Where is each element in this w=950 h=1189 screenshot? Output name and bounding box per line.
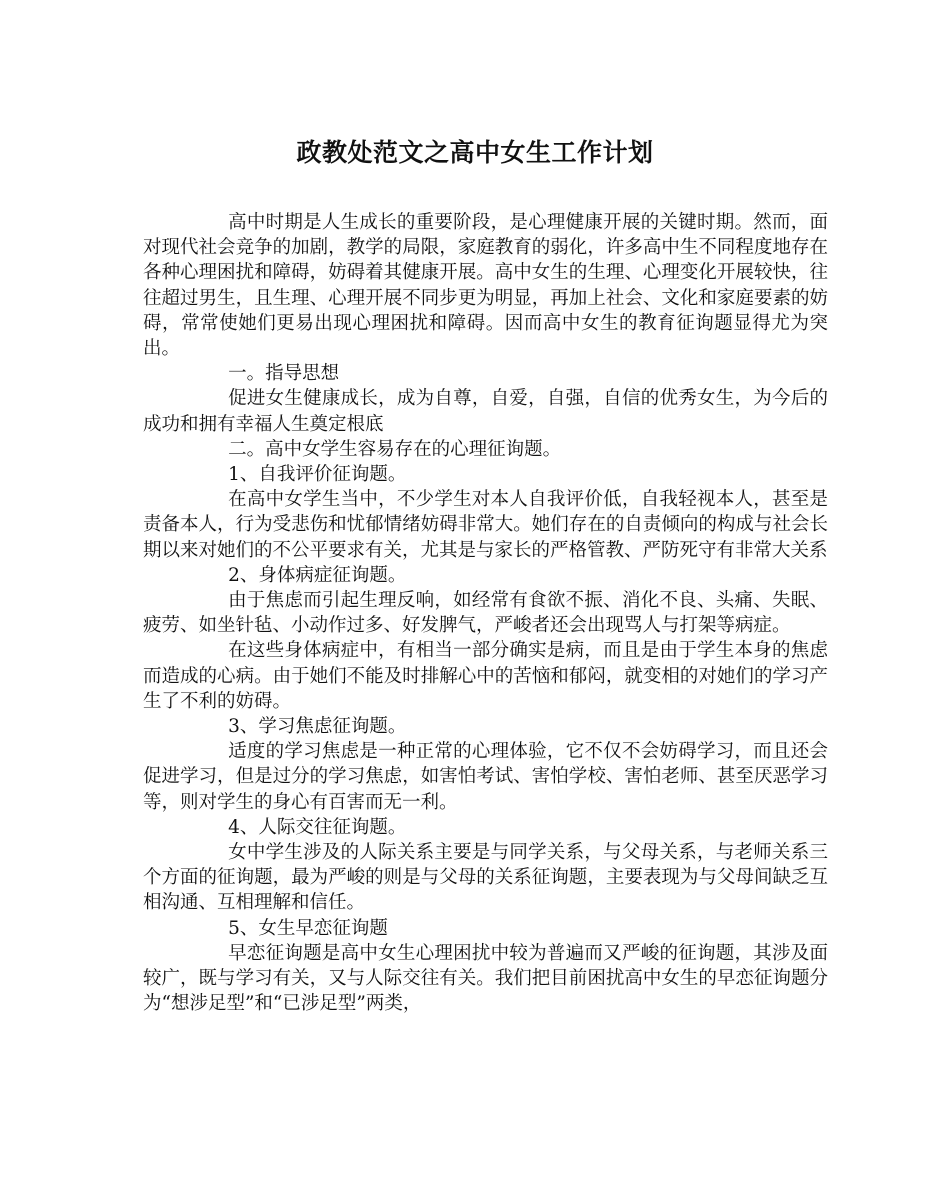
paragraph-intro: 高中时期是人生成长的重要阶段，是心理健康开展的关键时期。然而，面对现代社会竞争的加剧，教学的局限，家庭教育的弱化，许多高中生不同程度地存在各种心理困扰和障碍，妨碍着其健康开展。高中女生的生理、心理变化开展较快，往往超过男生，且生理、心理开展不同步更为明显，再加上社会、文化和家庭要素的妨碍，常常使她们更易出现心理困扰和障碍。因而高中女生的教育征询题显得尤为突出。 (143, 212, 828, 360)
paragraph-early-love: 早恋征询题是高中女生心理困扰中较为普遍而又严峻的征询题，其涉及面较广，既与学习有关，又与人际交往有关。我们把目前困扰高中女生的早恋征询题分为“想涉足型”和“已涉足型”两类， (143, 942, 828, 1015)
document-title: 政教处范文之高中女生工作计划 (296, 138, 654, 167)
paragraph-physical-symptoms-2: 在这些身体病症中，有相当一部分确实是病，而且是由于学生本身的焦虑而造成的心病。由于她们不能及时排解心中的苦恼和郁闷，就变相的对她们的学习产生了不利的妨碍。 (143, 640, 828, 712)
subheading-self-evaluation: 1、自我评价征询题。 (228, 464, 407, 486)
paragraph-interpersonal: 女中学生涉及的人际关系主要是与同学关系，与父母关系，与老师关系三个方面的征询题，最为严峻的则是与父母的关系征询题，主要表现为与父母间缺乏互相沟通、互相理解和信任。 (143, 842, 828, 914)
subheading-early-love: 5、女生早恋征询题 (228, 917, 388, 939)
document-body (143, 210, 828, 1017)
paragraph-self-evaluation: 在高中女学生当中，不少学生对本人自我评价低，自我轻视本人，甚至是责备本人，行为受悲伤和忧郁情绪妨碍非常大。她们存在的自责倾向的构成与社会长期以来对她们的不公平要求有关，尤其是与家长的严格管教、严防死守有非常大关系 (143, 489, 828, 561)
section-heading-guiding-thought: 一。指导思想 (228, 363, 340, 385)
paragraph-learning-anxiety: 适度的学习焦虑是一种正常的心理体验，它不仅不会妨碍学习，而且还会促进学习，但是过分的学习焦虑，如害怕考试、害怕学校、害怕老师、甚至厌恶学习等，则对学生的身心有百害而无一利。 (143, 741, 828, 813)
subheading-interpersonal: 4、人际交往征询题。 (228, 816, 407, 838)
paragraph-guiding-thought: 促进女生健康成长，成为自尊，自爱，自强，自信的优秀女生，为今后的成功和拥有幸福人生奠定根底 (143, 388, 828, 435)
subheading-learning-anxiety: 3、学习焦虑征询题。 (228, 716, 407, 738)
paragraph-physical-symptoms-1: 由于焦虑而引起生理反响，如经常有食欲不振、消化不良、头痛、失眠、疲劳、如坐针毡、小动作过多、好发脾气，严峻者还会出现骂人与打架等病症。 (143, 590, 828, 637)
subheading-physical-symptoms: 2、身体病症征询题。 (228, 564, 407, 586)
section-heading-problems: 二。高中女学生容易存在的心理征询题。 (228, 438, 562, 460)
